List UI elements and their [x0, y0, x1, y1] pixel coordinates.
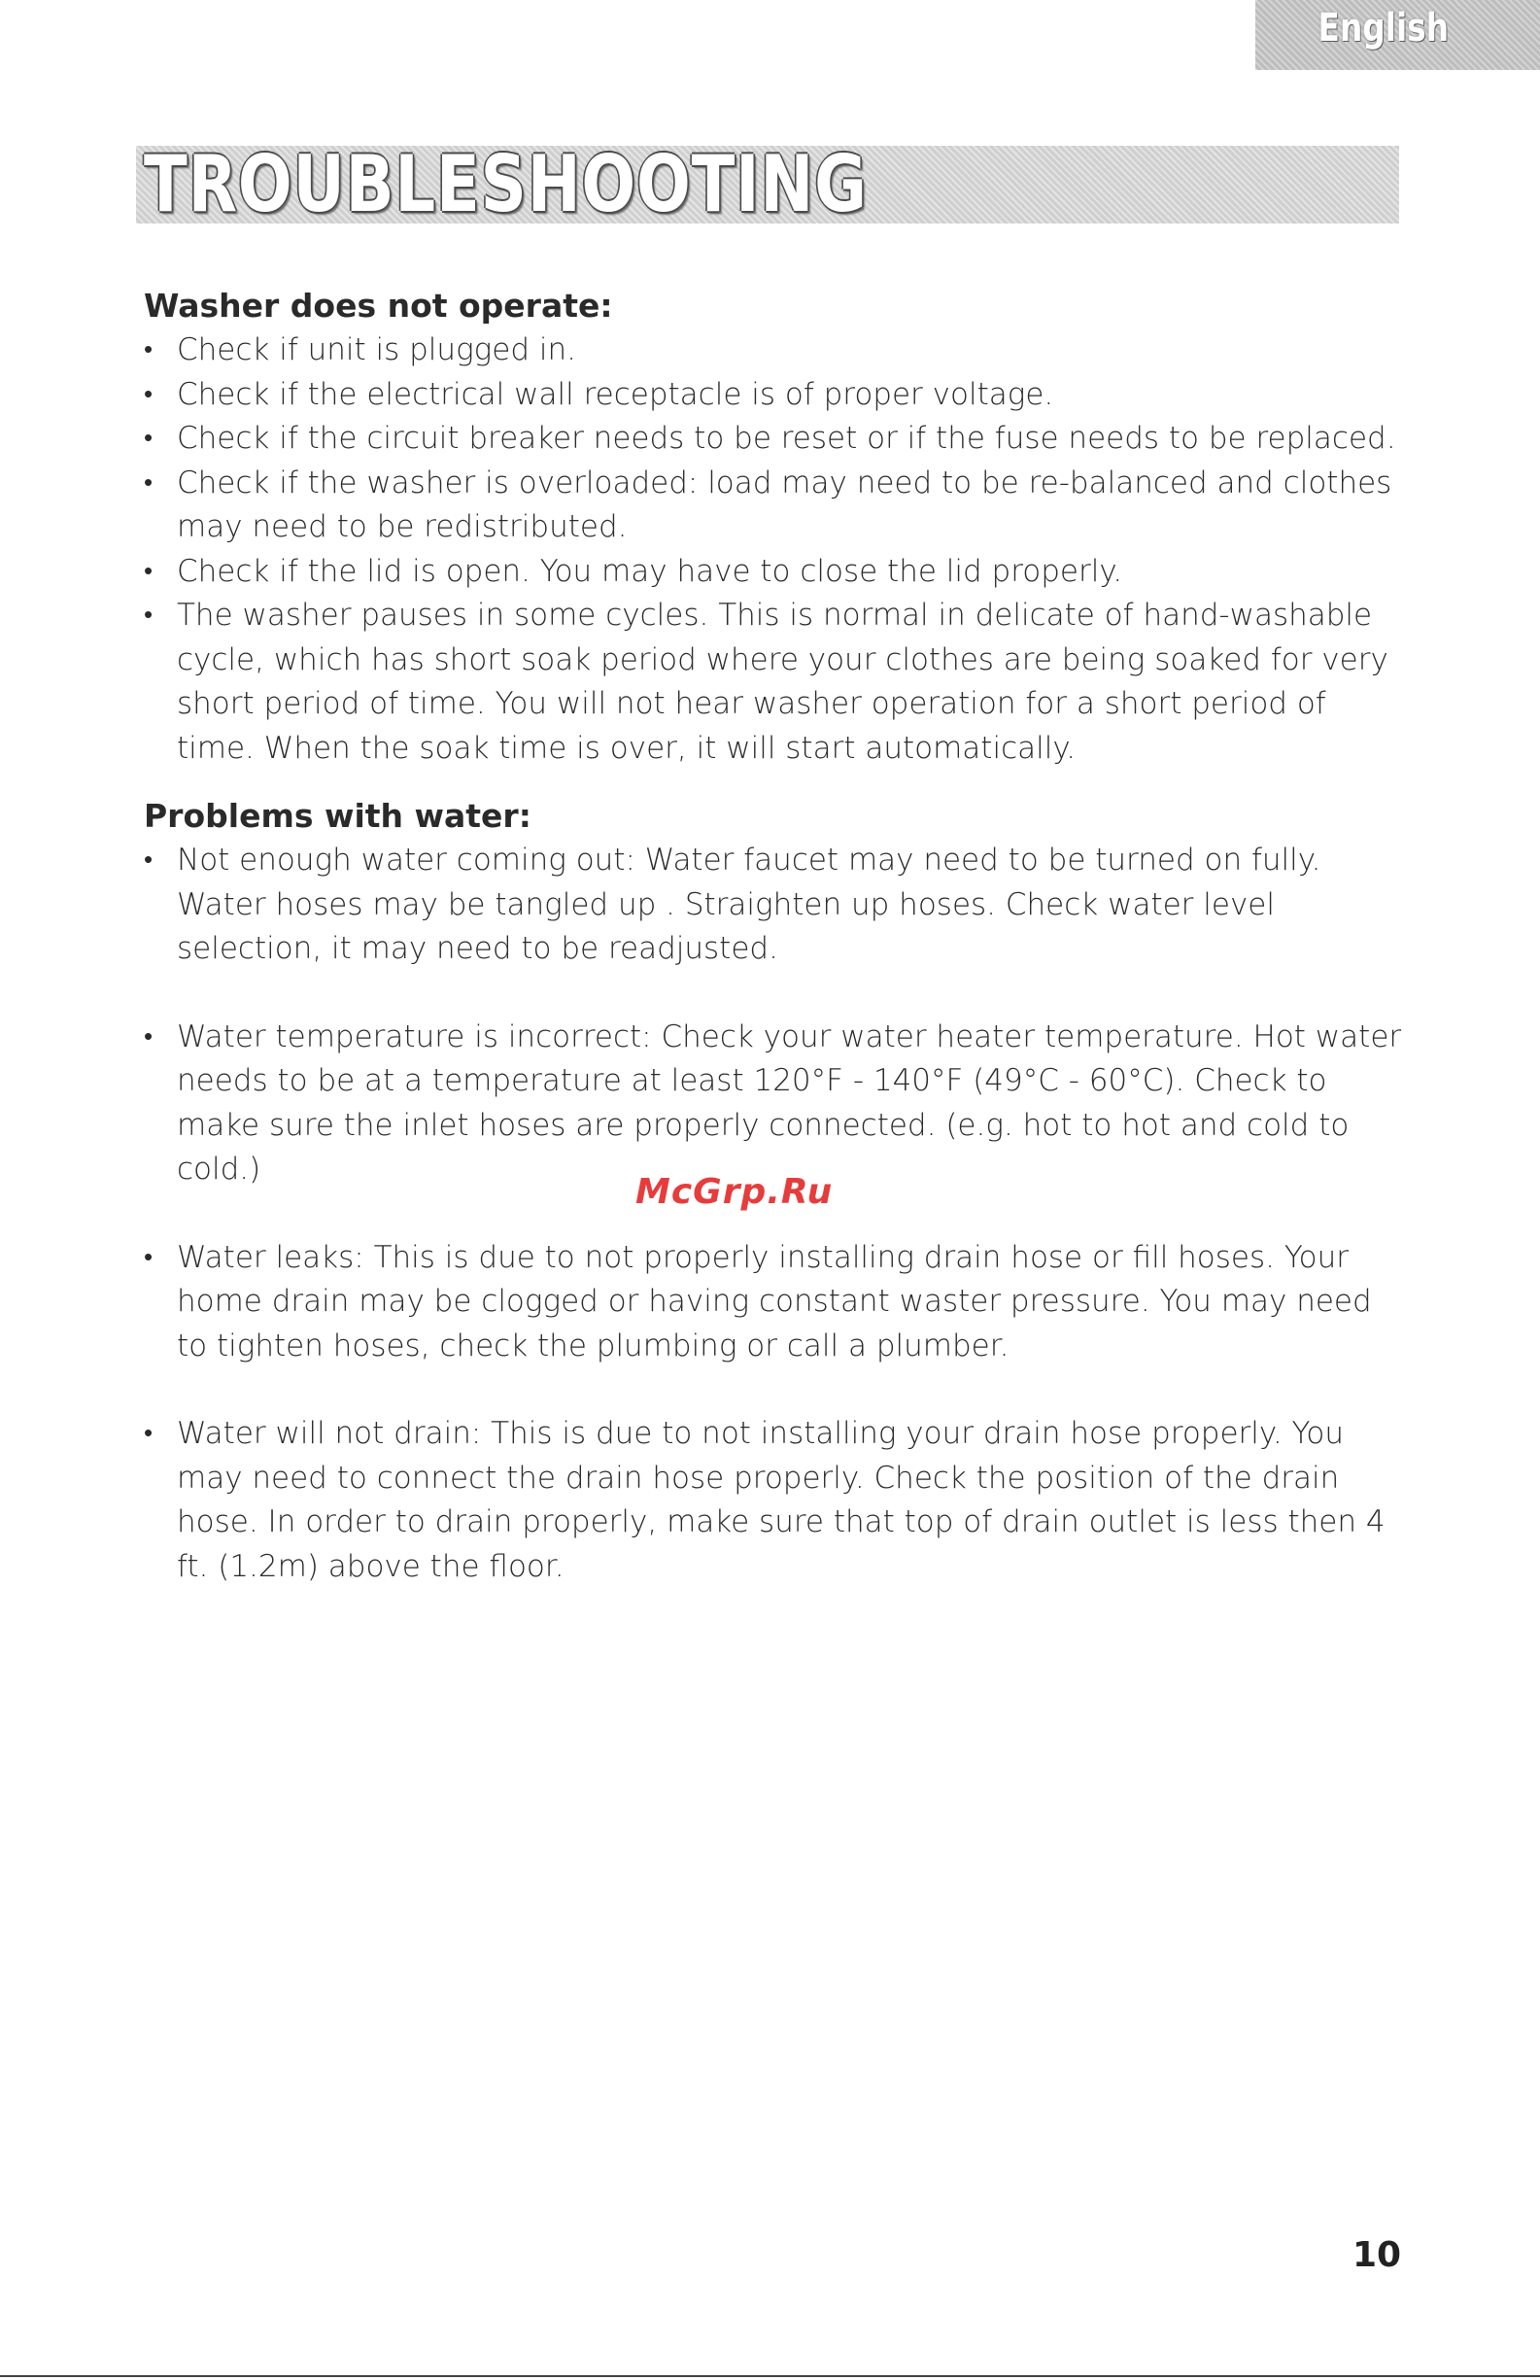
bullet-icon: • — [144, 1021, 154, 1052]
bullet-icon: • — [144, 1419, 154, 1448]
page-title: TROUBLESHOOTING — [144, 139, 868, 229]
section-heading: Washer does not operate: — [144, 287, 613, 325]
list-item-text: Check if the washer is overloaded: load may need to be re-balanced and clothes may need to be redistributed. — [177, 465, 1392, 544]
bottom-divider — [0, 2375, 1540, 2377]
list-item-text: The washer pauses in some cycles. This is normal in delicate of hand-washable cycle, which has short soak period where your clothes are being soaked for very short period of time. You will not hear washer operation for a short period of time. When the soak time is over, it will start automatically. — [177, 598, 1388, 766]
section-heading: Problems with water: — [144, 797, 531, 835]
list-item-text: Not enough water coming out: Water faucet may need to be turned on fully. Water hoses may be tangled up . Straighten up hoses. Check water level selection, it may need to be readjusted. — [177, 843, 1321, 966]
list-item-text: Water leaks: This is due to not properly installing drain hose or fill hoses. Your home drain may be clogged or having constant waster pressure. You may need to tighten hoses, check the plumbing or call a plumber. — [177, 1239, 1372, 1363]
bullet-list — [144, 328, 1407, 771]
list-item-text: Water will not drain: This is due to not installing your drain hose properly. You may need to connect the drain hose properly. Check the position of the drain hose. In order to drain properly, make sure that top of drain outlet is less then 4 ft. (1.2m) above the floor. — [177, 1416, 1386, 1584]
list-item-text: Check if unit is plugged in. — [177, 332, 576, 367]
list-item — [144, 594, 1407, 771]
bullet-icon: • — [144, 1242, 154, 1272]
language-tab — [1255, 0, 1540, 70]
list-item — [144, 417, 1407, 462]
list-item — [144, 373, 1407, 418]
list-item — [144, 462, 1407, 550]
troubleshooting-content — [144, 284, 1407, 1589]
language-label: English — [1318, 6, 1449, 51]
list-item — [144, 839, 1407, 972]
list-item — [144, 1016, 1407, 1192]
list-item — [144, 328, 1407, 373]
list-item-text: Check if the circuit breaker needs to be reset or if the fuse needs to be replaced. — [177, 421, 1396, 456]
list-item — [144, 1412, 1407, 1589]
page-number: 10 — [1352, 2235, 1402, 2275]
list-item — [144, 1236, 1407, 1369]
list-item-text: Check if the electrical wall receptacle is of proper voltage. — [177, 376, 1054, 412]
list-item-text: Check if the lid is open. You may have to close the lid properly. — [177, 553, 1123, 589]
watermark: McGrp.Ru — [635, 1172, 834, 1212]
bullet-icon: • — [144, 379, 154, 409]
bullet-icon: • — [144, 424, 154, 453]
bullet-icon: • — [144, 601, 154, 630]
list-item-text: Water temperature is incorrect: Check your water heater temperature. Hot water needs to be at a temperature at least 120°F - 140°F (49°C - 60°C). Check to make sure the inlet hoses are properly connected. (e.g. hot to hot and cold to cold.) — [177, 1018, 1402, 1187]
bullet-icon: • — [144, 335, 154, 364]
bullet-list — [144, 839, 1407, 1589]
bullet-icon: • — [144, 845, 154, 875]
bullet-icon: • — [144, 467, 154, 498]
section-washer-not-operate — [144, 284, 1407, 771]
list-item — [144, 550, 1407, 595]
bullet-icon: • — [144, 556, 154, 586]
